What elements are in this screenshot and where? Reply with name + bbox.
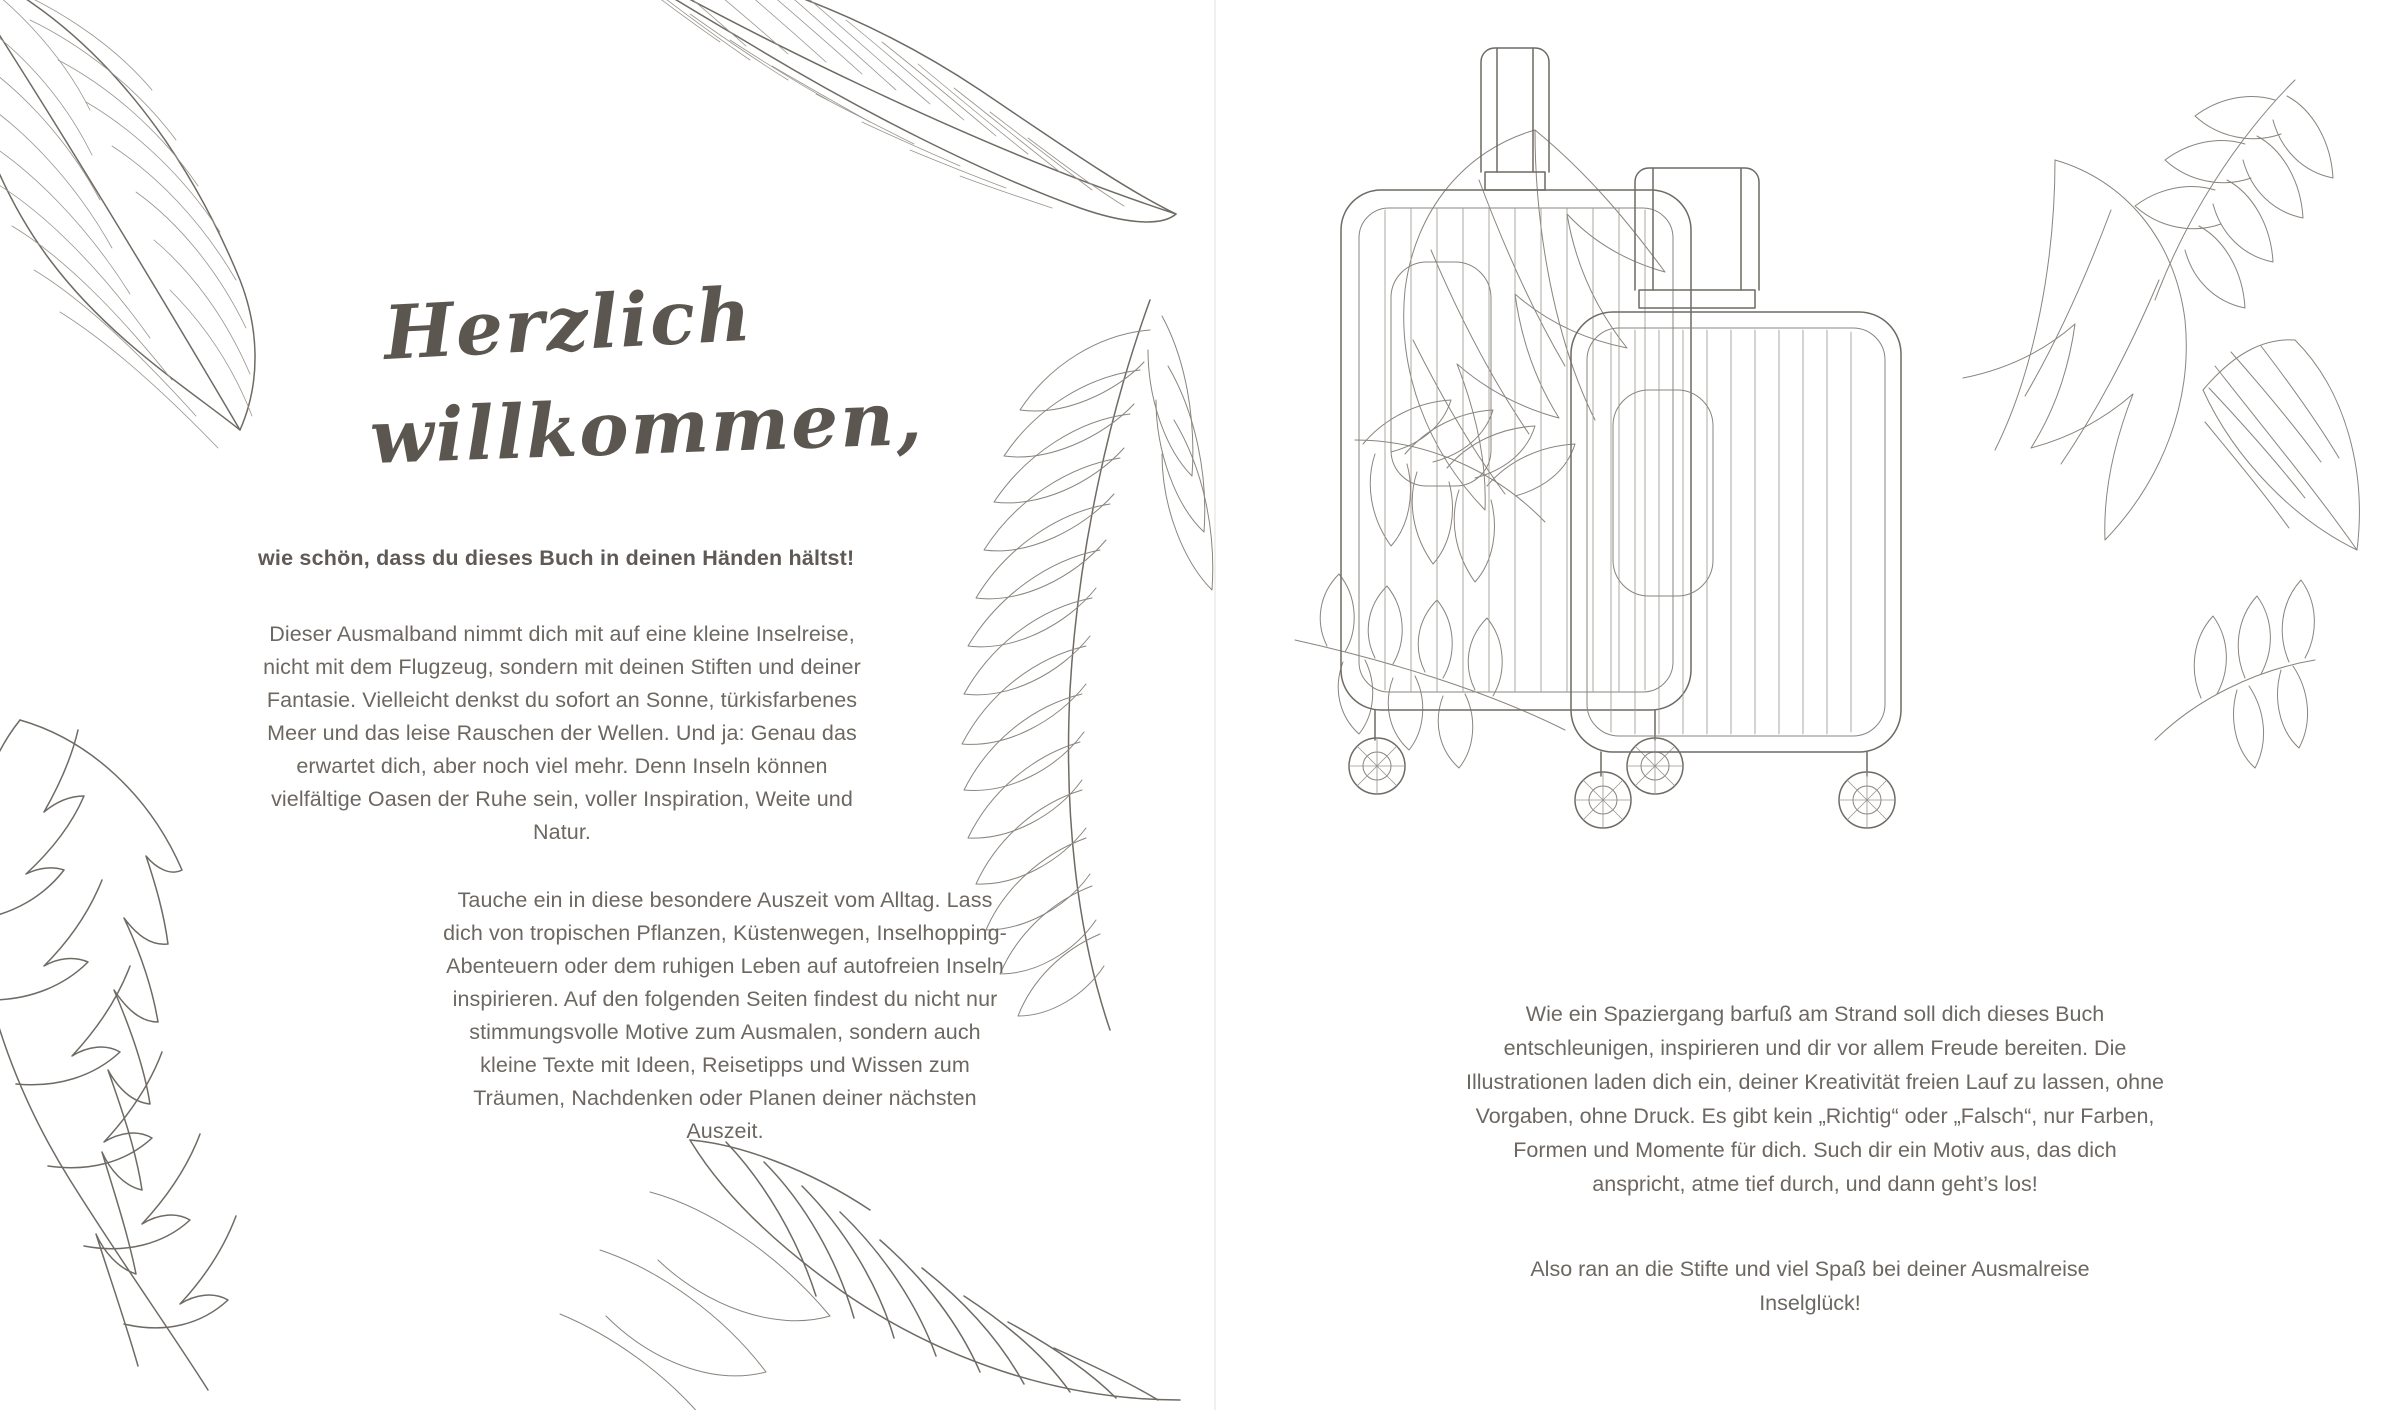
page-title-line-1: Herzlich — [381, 272, 755, 378]
banana-leaf-top-left-icon — [0, 0, 360, 480]
fern-leaf-left — [1355, 400, 1575, 582]
suitcases-illustration — [1235, 40, 2375, 910]
palm-branch-right-top — [2135, 80, 2333, 308]
leaf-sprig-right-bottom — [2155, 580, 2315, 768]
lead-paragraph: wie schön, dass du dieses Buch in deinen Händen hältst! — [258, 545, 855, 570]
branch-leaves-left-bottom — [1295, 574, 1565, 768]
banana-leaf-right — [2203, 340, 2359, 550]
page-gutter — [1214, 0, 1216, 1410]
monstera-leaf-bottom-left-icon — [0, 700, 290, 1410]
page-title-line-2: willkommen, — [368, 376, 926, 482]
page-title — [368, 272, 1010, 482]
suitcase-small — [1571, 168, 1901, 828]
banana-leaf-top-center-icon — [560, 0, 1200, 270]
right-body-paragraph-1: Wie ein Spaziergang barfuß am Strand soll dich dieses Buch entschleunigen, inspirieren und dir vor allem Freude bereiten. Die Illustrationen laden dich ein, deiner Kreativität freien Lauf zu lassen, ohne Vorgaben, ohne Druck. Es gibt kein „Richtig“ oder „Falsch“, nur Farben, Formen und Momente für dich. Such dir ein Motiv aus, das dich anspricht, atme tief durch, und dann geht’s los! — [1466, 1001, 2164, 1196]
suitcase-large — [1341, 48, 1691, 794]
monstera-cluster-right — [1963, 160, 2186, 540]
body-paragraph-1: Dieser Ausmalband nimmt dich mit auf eine kleine Inselreise, nicht mit dem Flugzeug, sondern mit deinen Stiften und deiner Fantasie. Vielleicht denkst du sofort an Sonne, türkisfarbenes Meer und das leise Rauschen der Wellen. Und ja: Genau das erwartet dich, aber noch viel mehr. Denn Inseln können vielfältige Oasen der Ruhe sein, voller Inspiration, Weite und Natur. — [263, 621, 861, 844]
right-body-paragraph-2: Also ran an die Stifte und viel Spaß bei deiner Ausmalreise Inselglück! — [1530, 1256, 2090, 1315]
body-paragraph-2: Tauche ein in diese besondere Auszeit vom Alltag. Lass dich von tropischen Pflanzen, Küstenwegen, Inselhopping-Abenteuern oder dem ruhigen Leben auf autofreien Inseln inspirieren. Auf den folgenden Seiten findest du nicht nur stimmungsvolle Motive zum Ausmalen, sondern auch kleine Texte mit Ideen, Reisetipps und Wissen zum Träumen, Nachdenken oder Planen deiner nächsten Auszeit. — [443, 887, 1007, 1143]
